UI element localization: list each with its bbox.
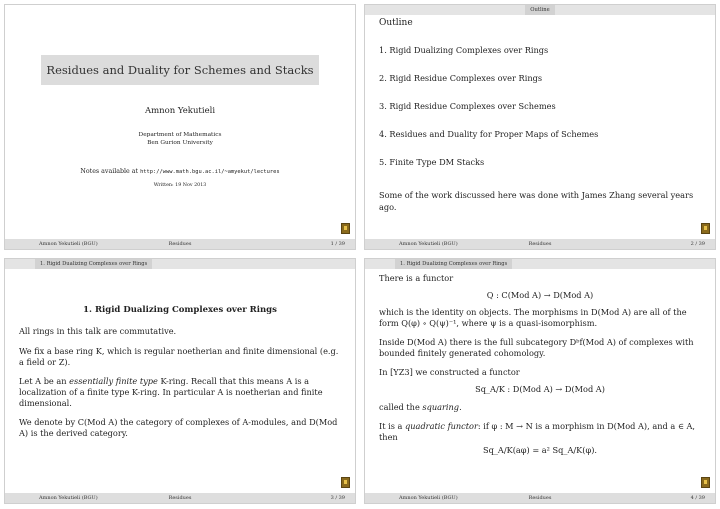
notes-line — [5, 168, 355, 175]
footer-page: 4 / 39 — [690, 495, 705, 501]
footer-page: 3 / 39 — [330, 495, 345, 501]
footer-title: Residues — [168, 495, 192, 501]
footer-author: Amnon Yekutieli (BGU) — [39, 241, 98, 247]
emphasis: quadratic functor — [405, 420, 478, 431]
emphasis: essentially finite type — [69, 375, 158, 386]
text-run: K-ring. Recall that this means A is a localization of a finite type K-ring. In particular A is noetherian and finite dimensional. — [19, 375, 323, 408]
slide-4 — [364, 258, 716, 504]
paragraph — [19, 376, 341, 409]
paragraph: There is a functor — [379, 273, 454, 283]
text-run: called the — [379, 401, 423, 412]
slide-footer — [365, 239, 715, 249]
university-logo-icon — [341, 223, 350, 234]
footer-author: Amnon Yekutieli (BGU) — [39, 495, 98, 501]
paragraph: In [YZ3] we constructed a functor — [379, 367, 520, 378]
footer-title: Residues — [528, 495, 552, 501]
paragraph: Inside D(Mod A) there is the full subcategory Dᵇf(Mod A) of complexes with bounded finitely generated cohomology. — [379, 337, 694, 359]
outline-note: Some of the work discussed here was done with James Zhang several years ago. — [379, 190, 694, 212]
section-title: 1. Rigid Dualizing Complexes over Rings — [83, 305, 277, 315]
university-logo-icon — [341, 477, 350, 488]
footer-title: Residues — [528, 241, 552, 247]
outline-title: Outline — [379, 18, 413, 28]
slide-body — [379, 273, 701, 491]
footer-author: Amnon Yekutieli (BGU) — [399, 495, 458, 501]
outline-item: 2. Rigid Residue Complexes over Rings — [379, 73, 543, 84]
author-name: Amnon Yekutieli — [144, 106, 216, 116]
university-logo-icon — [701, 223, 710, 234]
paragraph: We denote by C(Mod A) the category of complexes of A-modules, and D(Mod A) is the derived category. — [19, 416, 338, 438]
paragraph — [379, 421, 701, 443]
notes-url: http://www.math.bgu.ac.il/~amyekut/lectures — [140, 169, 280, 175]
slide-3 — [4, 258, 356, 504]
paragraph — [379, 402, 701, 413]
header-section: 1. Rigid Dualizing Complexes over Rings — [35, 259, 152, 269]
outline-item: 4. Residues and Duality for Proper Maps of Schemes — [379, 129, 599, 140]
slide-header — [365, 5, 715, 15]
slide-footer — [5, 239, 355, 249]
formula: Sq_A/K : D(Mod A) → D(Mod A) — [475, 384, 605, 395]
university-logo-icon — [701, 477, 710, 488]
slide-body — [19, 271, 341, 491]
header-section: 1. Rigid Dualizing Complexes over Rings — [395, 259, 512, 269]
footer-page: 1 / 39 — [330, 241, 345, 247]
written-date: Written: 19 Nov 2013 — [153, 183, 207, 188]
formula: Sq_A/K(aφ) = a² Sq_A/K(φ). — [482, 444, 598, 455]
paragraph: We fix a base ring K, which is regular noetherian and finite dimensional (e.g. a field or Z). — [19, 345, 339, 367]
footer-author: Amnon Yekutieli (BGU) — [399, 241, 458, 247]
outline-item: 5. Finite Type DM Stacks — [379, 157, 485, 168]
department: Department of Mathematics — [138, 132, 222, 138]
footer-title: Residues — [168, 241, 192, 247]
notes-prefix: Notes available at — [80, 168, 141, 175]
text-run: Let A be an — [19, 375, 70, 386]
text-run: It is a — [379, 420, 406, 431]
slide-body — [379, 17, 701, 237]
paragraph: which is the identity on objects. The morphisms in D(Mod A) are all of the form Q(φ) ∘ Q(ψ)⁻¹, where ψ is a quasi-isomorphism. — [379, 307, 687, 329]
paragraph: All rings in this talk are commutative. — [19, 326, 177, 337]
formula: Q : C(Mod A) → D(Mod A) — [486, 290, 594, 301]
outline-item: 1. Rigid Dualizing Complexes over Rings — [379, 45, 549, 56]
slide-title: Residues and Duality for Schemes and Stacks — [41, 55, 319, 85]
outline-item: 3. Rigid Residue Complexes over Schemes — [379, 101, 556, 112]
slide-header — [5, 259, 355, 269]
slide-2 — [364, 4, 716, 250]
university: Ben Gurion University — [147, 140, 213, 147]
emphasis: squaring — [422, 401, 460, 412]
text-run: : if φ : M → N is a morphism in D(Mod A), and a ∈ A, then — [379, 420, 695, 442]
header-section: Outline — [525, 5, 554, 15]
slide-footer — [5, 493, 355, 503]
affiliation — [5, 131, 355, 147]
footer-page: 2 / 39 — [690, 241, 705, 247]
text-run: . — [459, 401, 462, 412]
slide-1 — [4, 4, 356, 250]
slide-footer — [365, 493, 715, 503]
slide-header — [365, 259, 715, 269]
